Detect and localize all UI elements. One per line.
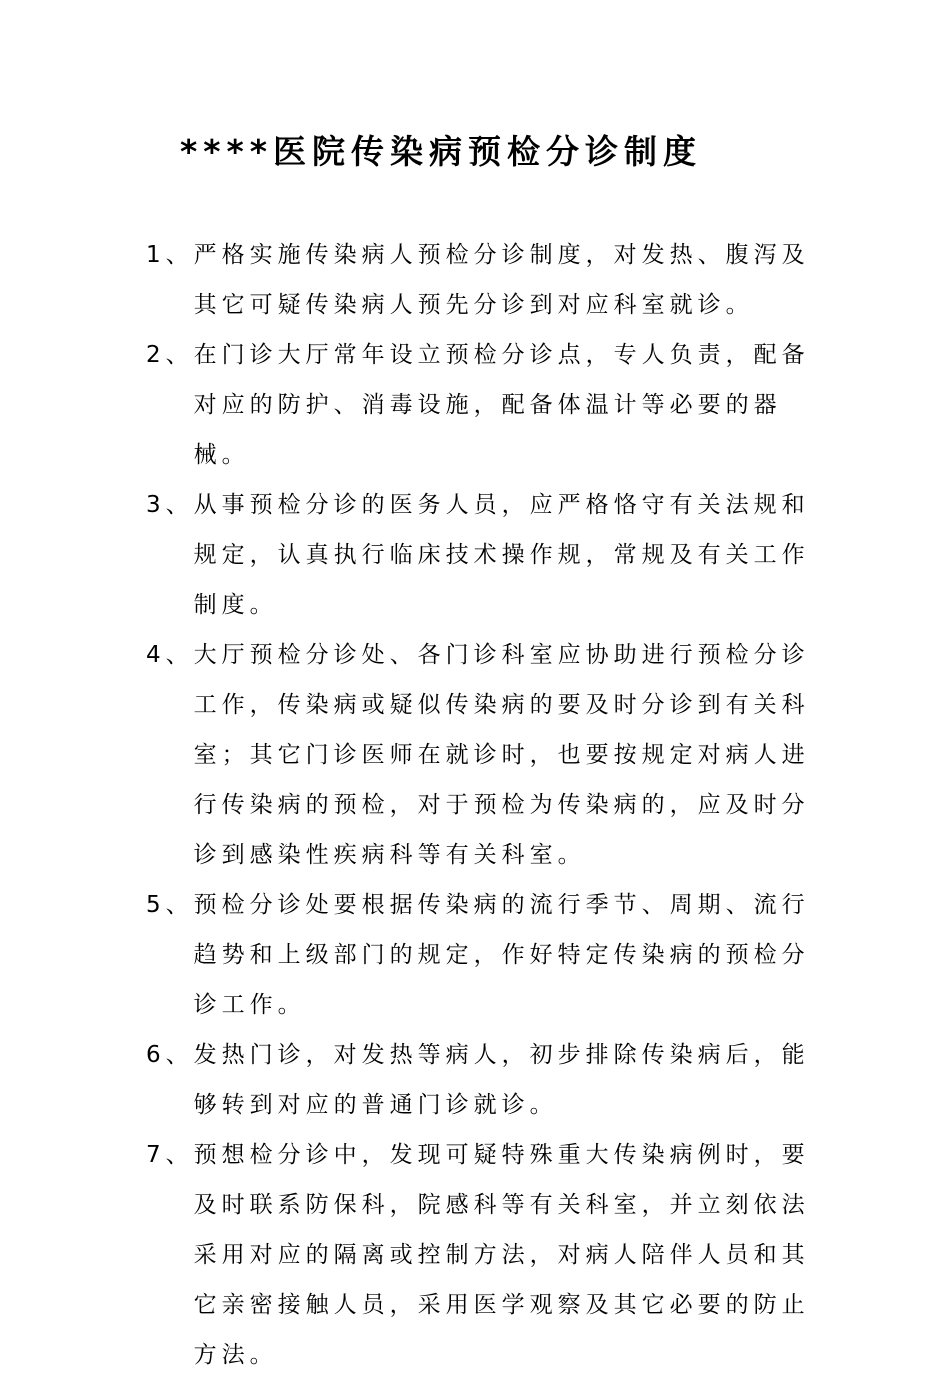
rule-text: 预想检分诊中，发现可疑特殊重大传染病例时，要及时联系防保科，院感科等有关科室，并立刻依法采用对应的隔离或控制方法，对病人陪伴人员和其它亲密接触人员，采用医学观察及其它必要的防止方法。 <box>193 1142 810 1368</box>
rule-item-7 <box>146 1130 836 1380</box>
rule-number: 3、 <box>146 492 194 518</box>
rule-number: 7、 <box>146 1142 194 1168</box>
rule-number: 4、 <box>146 642 194 668</box>
rule-text: 大厅预检分诊处、各门诊科室应协助进行预检分诊工作，传染病或疑似传染病的要及时分诊到有关科室；其它门诊医师在就诊时，也要按规定对病人进行传染病的预检，对于预检为传染病的，应及时分诊到感染性疾病科等有关科室。 <box>193 642 810 868</box>
rule-text: 发热门诊，对发热等病人，初步排除传染病后，能够转到对应的普通门诊就诊。 <box>193 1042 810 1118</box>
rule-item-5 <box>146 880 836 1030</box>
rule-number: 6、 <box>146 1042 194 1068</box>
rule-item-1 <box>146 230 836 330</box>
rule-item-4 <box>146 630 836 880</box>
document-title: ****医院传染病预检分诊制度 <box>180 132 703 171</box>
rule-item-3 <box>146 480 836 630</box>
rule-text: 严格实施传染病人预检分诊制度，对发热、腹泻及其它可疑传染病人预先分诊到对应科室就诊。 <box>193 242 810 318</box>
rules-list <box>146 230 836 1380</box>
rule-number: 1、 <box>146 242 194 268</box>
rule-item-2 <box>146 330 836 480</box>
rule-number: 2、 <box>146 342 194 368</box>
rule-text: 从事预检分诊的医务人员，应严格恪守有关法规和规定，认真执行临床技术操作规，常规及有关工作制度。 <box>193 492 810 618</box>
rule-item-6 <box>146 1030 836 1130</box>
rule-text: 预检分诊处要根据传染病的流行季节、周期、流行趋势和上级部门的规定，作好特定传染病的预检分诊工作。 <box>193 892 810 1018</box>
rule-text: 在门诊大厅常年设立预检分诊点，专人负责，配备对应的防护、消毒设施，配备体温计等必要的器械。 <box>193 342 810 468</box>
rule-number: 5、 <box>146 892 194 918</box>
